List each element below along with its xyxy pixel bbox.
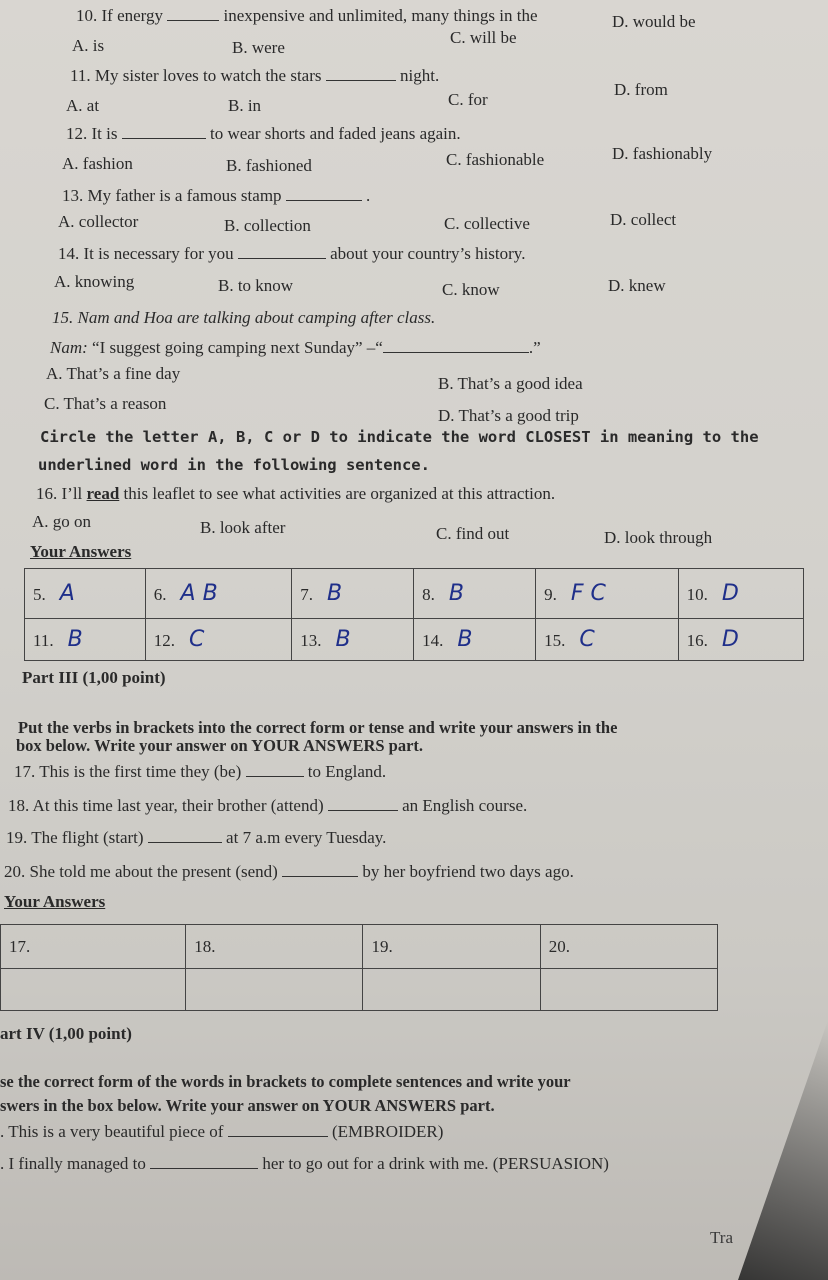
q19-blank: [148, 828, 222, 843]
answer-entry-20[interactable]: [540, 969, 717, 1011]
q15-quote-end: .”: [528, 338, 541, 357]
answer-cell-15[interactable]: 15. C: [536, 619, 679, 661]
q13-option-d: D. collect: [610, 210, 677, 229]
q14-option-d: D. knew: [608, 276, 666, 295]
q10-option-a: A. is: [72, 36, 105, 55]
q13-stem-end: .: [366, 186, 371, 205]
q14-stem-start: 14. It is necessary for you: [58, 244, 234, 263]
q16-option-d: D. look through: [604, 528, 713, 547]
q13-stem-start: 13. My father is a famous stamp: [62, 186, 282, 205]
q17-stem: [14, 762, 386, 782]
q16-stem-end: this leaflet to see what activities are organized at this attraction.: [123, 484, 556, 503]
q17-blank: [246, 762, 304, 777]
answer-cell-12[interactable]: 12. C: [145, 619, 291, 661]
handwritten-answer: A B: [180, 581, 218, 606]
q10-option-d: D. would be: [612, 12, 696, 31]
q15-intro: 15. Nam and Hoa are talking about camping after class.: [52, 308, 436, 327]
q22-stem: [0, 1154, 609, 1174]
answer-cell-11[interactable]: 11. B: [25, 619, 146, 661]
q11-option-c: C. for: [448, 90, 488, 109]
q20-stem-start: 20. She told me about the present (send): [4, 862, 278, 881]
q15-speaker: Nam:: [50, 338, 88, 357]
answers-table-2: [0, 924, 718, 1011]
q13-option-a: A. collector: [58, 212, 139, 231]
q13-stem: [62, 186, 370, 206]
q14-stem: [58, 244, 525, 264]
handwritten-answer: C: [579, 627, 595, 652]
q18-blank: [328, 796, 398, 811]
q20-stem-end: by her boyfriend two days ago.: [362, 862, 574, 881]
q12-option-d: D. fashionably: [612, 144, 713, 163]
answer-cell-14[interactable]: 14. B: [414, 619, 536, 661]
q11-option-d: D. from: [614, 80, 668, 99]
handwritten-answer: B: [335, 627, 351, 652]
q14-option-b: B. to know: [218, 276, 294, 295]
answer-cell-19[interactable]: 19.: [363, 925, 540, 969]
q15-option-d: D. That’s a good trip: [438, 406, 579, 425]
q12-blank: [122, 124, 206, 139]
q19-stem: [6, 828, 386, 848]
q14-option-c: C. know: [442, 280, 500, 299]
answer-cell-18[interactable]: 18.: [186, 925, 363, 969]
handwritten-answer: B: [67, 627, 83, 652]
q21-blank: [228, 1122, 328, 1137]
q11-stem-start: 11. My sister loves to watch the stars: [70, 66, 322, 85]
q11-option-b: B. in: [228, 96, 262, 115]
q12-option-b: B. fashioned: [226, 156, 312, 175]
answer-cell-7[interactable]: 7. B: [292, 569, 414, 619]
q10-stem-start: 10. If energy: [76, 6, 164, 25]
q12-stem-end: to wear shorts and faded jeans again.: [209, 124, 461, 143]
answer-cell-9[interactable]: 9. F C: [536, 569, 679, 619]
q16-stem-start: 16. I’ll: [36, 484, 83, 503]
handwritten-answer: F C: [570, 581, 606, 606]
answer-cell-6[interactable]: 6. A B: [145, 569, 291, 619]
q12-stem: [66, 124, 461, 144]
q13-option-b: B. collection: [224, 216, 311, 235]
q22-stem-end: her to go out for a drink with me. (PERSUASION): [262, 1154, 609, 1173]
answers2-label-row: [1, 925, 718, 969]
q15-quote: “I suggest going camping next Sunday” –“: [87, 338, 383, 357]
answers-row-2: [25, 619, 804, 661]
answer-cell-16[interactable]: 16. D: [678, 619, 803, 661]
q19-stem-start: 19. The flight (start): [6, 828, 144, 847]
answer-entry-18[interactable]: [186, 969, 363, 1011]
answers-row-1: [25, 569, 804, 619]
q10-option-c: C. will be: [450, 28, 517, 47]
answer-cell-10[interactable]: 10. D: [678, 569, 803, 619]
answer-cell-5[interactable]: 5. A: [25, 569, 146, 619]
handwritten-answer: D: [721, 627, 739, 652]
handwritten-answer: D: [721, 581, 739, 606]
q20-stem: [4, 862, 574, 882]
q21-stem-start: . This is a very beautiful piece of: [0, 1122, 224, 1141]
answer-cell-17[interactable]: 17.: [1, 925, 186, 969]
answers-table-1: [24, 568, 804, 661]
q16-underlined-word: read: [86, 484, 120, 503]
q10-stem-end: inexpensive and unlimited, many things in the: [223, 6, 538, 25]
q16-option-c: C. find out: [436, 524, 510, 543]
q15-option-a: A. That’s a fine day: [46, 364, 181, 383]
answer-cell-13[interactable]: 13. B: [292, 619, 414, 661]
answer-entry-19[interactable]: [363, 969, 540, 1011]
q11-option-a: A. at: [66, 96, 100, 115]
q10-blank: [167, 6, 219, 21]
q22-stem-start: . I finally managed to: [0, 1154, 146, 1173]
q15-blank: [383, 338, 529, 353]
handwritten-answer: C: [189, 627, 205, 652]
q16-option-b: B. look after: [200, 518, 286, 537]
q11-stem-end: night.: [400, 66, 440, 85]
q12-option-a: A. fashion: [62, 154, 133, 173]
answers-heading-1: Your Answers: [30, 542, 132, 561]
q17-stem-start: 17. This is the first time they (be): [14, 762, 242, 781]
answer-cell-20[interactable]: 20.: [540, 925, 717, 969]
answers2-blank-row: [1, 969, 718, 1011]
q16-option-a: A. go on: [32, 512, 92, 531]
q21-stem: [0, 1122, 443, 1142]
q10-stem: [76, 6, 538, 26]
answer-entry-17[interactable]: [1, 969, 186, 1011]
q14-option-a: A. knowing: [54, 272, 135, 291]
q21-stem-end: (EMBROIDER): [331, 1122, 444, 1141]
answer-cell-8[interactable]: 8. B: [414, 569, 536, 619]
q11-stem: [70, 66, 439, 86]
q17-stem-end: to England.: [307, 762, 387, 781]
q15-option-c: C. That’s a reason: [44, 394, 167, 413]
part3-instruction-line1: Put the verbs in brackets into the correct form or tense and write your answers in the: [18, 718, 618, 737]
q12-stem-start: 12. It is: [66, 124, 118, 143]
q12-option-c: C. fashionable: [446, 150, 545, 169]
footer-text: Tra: [710, 1228, 733, 1247]
q13-option-c: C. collective: [444, 214, 530, 233]
closest-instruction-line1: Circle the letter A, B, C or D to indicate the word CLOSEST in meaning to the: [40, 428, 759, 446]
answers-heading-2: Your Answers: [4, 892, 106, 911]
q18-stem-end: an English course.: [402, 796, 528, 815]
q18-stem-start: 18. At this time last year, their brother (attend): [8, 796, 324, 815]
handwritten-answer: B: [448, 581, 464, 606]
part4-instruction-line1: se the correct form of the words in brackets to complete sentences and write your: [0, 1072, 571, 1091]
closest-instruction-line2: underlined word in the following sentence.: [38, 456, 430, 474]
q14-stem-end: about your country’s history.: [330, 244, 526, 263]
q16-stem: [36, 484, 555, 504]
q11-blank: [326, 66, 396, 81]
q15-option-b: B. That’s a good idea: [438, 374, 583, 393]
q14-blank: [238, 244, 326, 259]
part4-instruction-line2: swers in the box below. Write your answer on YOUR ANSWERS part.: [0, 1096, 495, 1115]
part3-instruction-line2: box below. Write your answer on YOUR ANSWERS part.: [16, 736, 424, 755]
part4-title: art IV (1,00 point): [0, 1024, 132, 1043]
part3-title: Part III (1,00 point): [22, 668, 166, 687]
page-shadow: [738, 1020, 828, 1280]
handwritten-answer: B: [326, 581, 343, 606]
q10-option-b: B. were: [232, 38, 285, 57]
q20-blank: [282, 862, 358, 877]
q22-blank: [150, 1154, 258, 1169]
q13-blank: [286, 186, 362, 201]
q19-stem-end: at 7 a.m every Tuesday.: [226, 828, 387, 847]
handwritten-answer: B: [457, 627, 473, 652]
handwritten-answer: A: [59, 581, 75, 606]
q18-stem: [8, 796, 527, 816]
q15-prompt: [50, 338, 541, 358]
